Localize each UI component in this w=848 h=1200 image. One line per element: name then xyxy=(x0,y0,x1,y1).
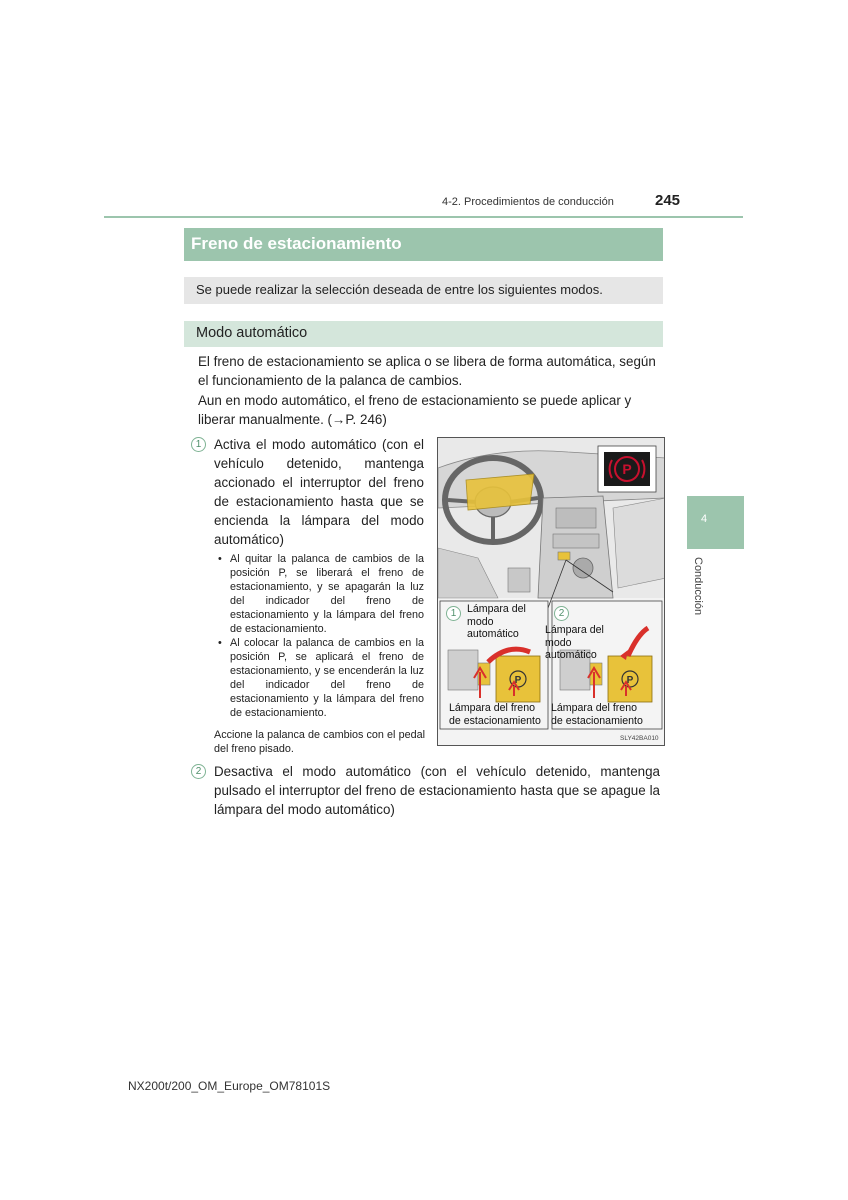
chapter-tab: 4 xyxy=(687,496,744,549)
chapter-tab-label: Conducción xyxy=(692,557,704,616)
dashboard-drawing xyxy=(438,438,665,746)
page-number: 245 xyxy=(655,192,681,209)
step-1-text: Activa el modo automático (con el vehículo detenido, mantenga accionado el interruptor del freno de estacionamiento hasta que se encienda la lámpara del modo automático) xyxy=(214,437,424,547)
footer-doc-id: NX200t/200_OM_Europe_OM78101S xyxy=(128,1079,331,1093)
step-1-number: 1 xyxy=(191,437,206,452)
header-divider xyxy=(104,216,743,218)
parking-brake-lamp-label-2: Lámpara del freno de estacionamiento xyxy=(551,702,643,727)
figure-code: SLY42BA010 xyxy=(620,735,659,742)
step-2-number: 2 xyxy=(191,764,206,779)
step-1-bullets xyxy=(216,552,424,720)
step-2-text: Desactiva el modo automático (con el vehículo detenido, mantenga pulsado el interruptor del freno de estacionamiento hasta que se apague la lámpara del modo automático) xyxy=(214,764,660,817)
figure-callout-1: 1 xyxy=(446,606,461,621)
auto-mode-lamp-label-2: Lámpara del modo automático xyxy=(545,624,604,661)
bullet-item: • Al quitar la palanca de cambios de la posición P, se liberará el freno de estacionamiento, y se apagarán la luz del indicador del freno de estacionamiento y la lámpara del freno de estacionamiento. xyxy=(216,552,424,636)
bullet-item: • Al colocar la palanca de cambios en la posición P, se aplicará el freno de estacionamiento, y se encenderán la luz del indicador del freno de estacionamiento y la lámpara del freno de estacionamiento. xyxy=(216,636,424,720)
auto-mode-lamp-label-1: Lámpara del modo automático xyxy=(467,603,526,640)
intro-box: Se puede realizar la selección deseada de entre los siguientes modos. xyxy=(184,277,663,304)
parking-brake-illustration xyxy=(437,437,665,746)
svg-text:P: P xyxy=(622,461,632,477)
subsection-title: Modo automático xyxy=(184,321,663,347)
running-header: 4-2. Procedimientos de conducción xyxy=(442,196,614,208)
svg-text:P: P xyxy=(514,675,522,686)
paragraph-1: El freno de estacionamiento se aplica o se libera de forma automática, según el funcionamiento de la palanca de cambios. xyxy=(198,354,656,388)
figure-callout-2: 2 xyxy=(554,606,569,621)
note-text: Accione la palanca de cambios con el pedal del freno pisado. xyxy=(214,729,425,755)
parking-brake-lamp-label-1: Lámpara del freno de estacionamiento xyxy=(449,702,541,727)
svg-text:P: P xyxy=(626,675,634,686)
section-title: Freno de estacionamiento xyxy=(184,228,663,261)
paragraph-2: Aun en modo automático, el freno de estacionamiento se puede aplicar y liberar manualmente. (→P. 246) xyxy=(198,393,632,427)
